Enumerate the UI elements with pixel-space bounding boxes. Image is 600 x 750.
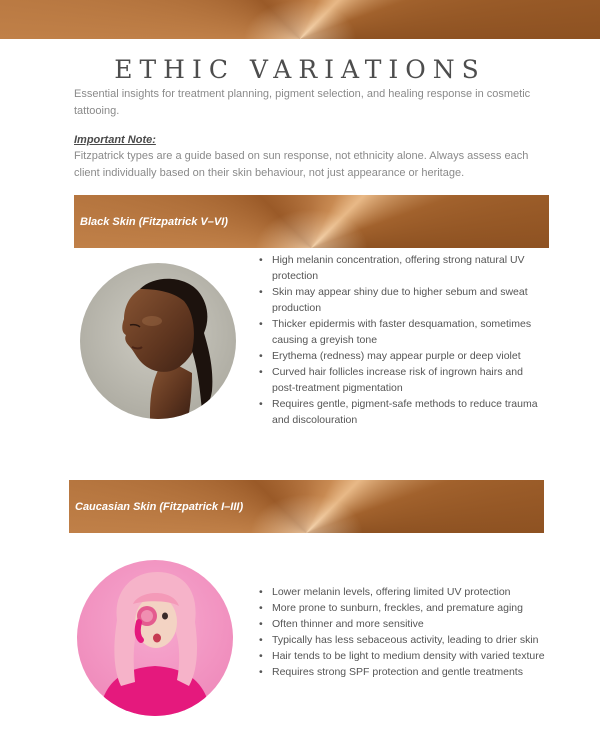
portrait-illustration [77,560,233,716]
important-note-heading: Important Note: [74,134,156,146]
portrait-illustration [80,263,236,419]
list-item: • Skin may appear shiny due to higher sebum and sweat production [258,284,548,316]
list-item: • Curved hair follicles increase risk of ingrown hairs and post-treatment pigmentation [258,364,548,396]
section-heading-text: Caucasian Skin (Fitzpatrick I–III) [75,500,244,513]
list-item: • Typically has less sebaceous activity, leading to drier skin [258,632,558,648]
list-item: • Thicker epidermis with faster desquamation, sometimes causing a greyish tone [258,316,548,348]
section-header-caucasian-skin [69,480,544,533]
list-item: • More prone to sunburn, freckles, and premature aging [258,600,558,616]
intro-text: Essential insights for treatment planning, pigment selection, and healing response in cosmetic tattooing. [74,88,531,117]
facts-list-black-skin [258,252,548,428]
list-item: • High melanin concentration, offering strong natural UV protection [258,252,548,284]
portrait-image-black-skin [80,263,236,419]
list-item: • Hair tends to be light to medium density with varied texture [258,648,558,664]
top-bronze-banner [0,0,600,39]
section-heading-text: Black Skin (Fitzpatrick V–VI) [80,215,228,228]
list-item: • Often thinner and more sensitive [258,616,558,632]
section-header-black-skin [74,195,549,248]
list-item: • Erythema (redness) may appear purple or deep violet [258,348,548,364]
facts-list-caucasian-skin [258,584,558,680]
page-title: ETHIC VARIATIONS [114,55,486,84]
list-item: • Lower melanin levels, offering limited UV protection [258,584,558,600]
portrait-image-caucasian-skin [77,560,233,716]
list-item: • Requires gentle, pigment-safe methods to reduce trauma and discolouration [258,396,548,428]
important-note-text: Fitzpatrick types are a guide based on sun response, not ethnicity alone. Always assess each client individually based on their skin behaviour, not just appearance or heritage. [74,150,529,179]
list-item: • Requires strong SPF protection and gentle treatments [258,664,558,680]
